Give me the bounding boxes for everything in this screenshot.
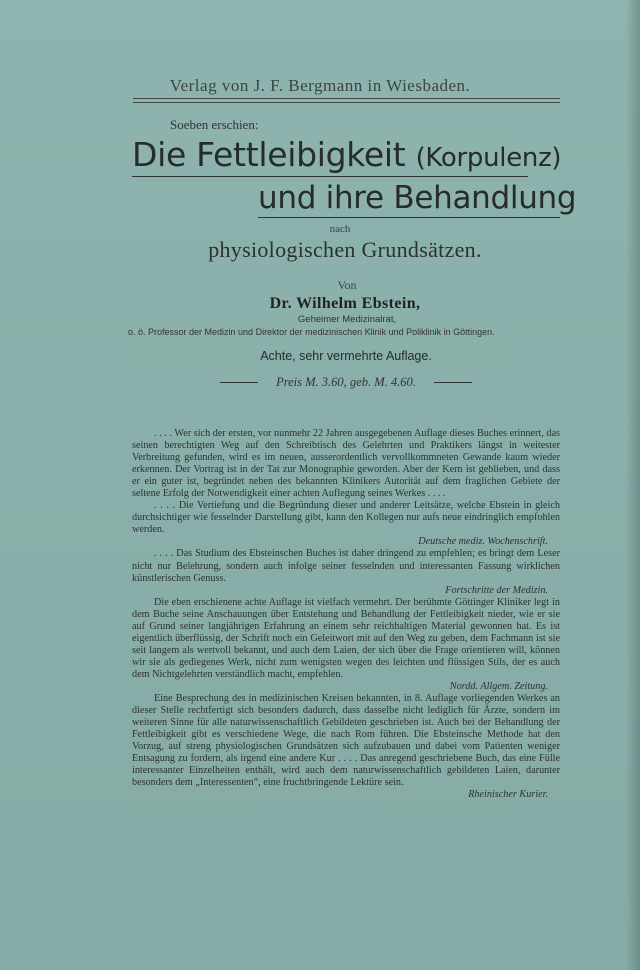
edition-note: Achte, sehr vermehrte Auflage. <box>260 349 432 363</box>
review-2-text: . . . . Das Studium des Ebsteinschen Buches ist daher dringend zu empfehlen; es bringt dem Leser nicht nur Belehrung, sondern auch infolge seiner fesselnden und interessanten Fassung wirklichen künstlerischen Genuss. <box>132 548 560 584</box>
title-paren: (Korpulenz) <box>415 143 562 173</box>
review-4-text: Eine Besprechung des in medizinischen Kreisen bekannten, in 8. Auflage vorliegenden Werkes an dieser Stelle rechtfertigt sich besonders dadurch, dass dasselbe nicht lediglich für Ärzte, sondern im weiteren Sinne für alle naturwissenschaftlich Gebildeten geschrieben ist. Auch bei der Behandlung der Fettleibigkeit gibt es verschiedene Wege, die nach Rom führen. Die Ebsteinsche Methode hat den Vorzug, auf streng physiologischen Grundsätzen sich aufzubauen und dabei vom Patienten weniger Entsagung zu fordern, als irgend eine andere Kur . . . . Das anregend geschriebene Buch, das eine Fülle interessanter Einzelheiten enthält, wird auch dem naturwissenschaftlich gebildeten Laien, darunter besonders dem „Interessenten“, eine fruchtbringende Lektüre sein. <box>132 693 560 789</box>
price-dash-left <box>220 382 258 383</box>
publisher-line: Verlag von J. F. Bergmann in Wiesbaden. <box>169 76 471 95</box>
title-line-3: physiologischen Grundsätzen. <box>208 237 482 262</box>
title-underline-1 <box>132 176 528 177</box>
price-dash-right <box>434 382 472 383</box>
price-label: Preis M. 3.60, geb. M. 4.60. <box>276 374 416 389</box>
author-position: o. ö. Professor der Medizin und Direktor der medizinischen Klinik und Poliklinik in Göttingen. <box>128 327 495 337</box>
title-line-2: und ihre Behandlung <box>258 180 577 216</box>
soeben-label: Soeben erschien: <box>170 117 259 132</box>
author-rank: Geheimer Medizinalrat, <box>297 314 397 325</box>
review-4-source: Rheinischer Kurier. <box>468 789 548 801</box>
header-rule-thin <box>133 102 560 103</box>
von-label: Von <box>337 278 357 292</box>
review-1-text-2: . . . . Die Vertiefung und die Begründung dieser und anderer Leitsätze, welche Ebstein in gleich durchsichtiger wie fesselnder Darstellung gibt, kann den Kollegen nur aufs neue eindringlich empfohlen werden. <box>132 500 560 536</box>
title-underline-2 <box>258 217 560 218</box>
review-1-source: Deutsche mediz. Wochenschrift. <box>418 536 548 548</box>
price-row <box>220 375 472 389</box>
review-3-source: Nordd. Allgem. Zeitung. <box>449 680 548 692</box>
title-nach: nach <box>329 223 351 235</box>
reviews-block <box>132 428 560 801</box>
header-rule <box>133 98 560 99</box>
review-3-text: Die eben erschienene achte Auflage ist vielfach vermehrt. Der berühmte Göttinger Kliniker legt in dem Buche seine Anschauungen über Entstehung und Behandlung der Fettleibigkeit nieder, wie er sie auf Grund seiner langjährigen Erfahrung an einem sehr reichhaltigen Material gewonnen hat. Es ist eigentlich überflüssig, der Schrift noch ein Geleitwort mit auf den Weg zu geben, dem Fachmann ist sie seit langem als wertvoll bekannt, und auch dem Laien, der sich über die Frage orientieren will, können wir sie als gediegenes Werk, nicht zum wenigsten wegen des leichten und flüssigen Stils, der es auch dem Nichtgelehrten verständlich macht, empfehlen. <box>132 596 560 680</box>
title-line-1 <box>132 135 572 174</box>
review-1-text: . . . . Wer sich der ersten, vor nunmehr 22 Jahren ausgegebenen Auflage dieses Buches erinnert, das seinen berechtigten Weg auf den Schreibtisch des Gelehrten und Praktikers längst in weitester Verbreitung gefunden, wird es im neuen, ausserordentlich vervollkommneten Gewande kaum wieder erkennen. Der Vortrag ist in der Tat zur Monographie geworden. Aber der Kern ist geblieben, und dass er ein guter ist, begründet neben des bekannten Klinikers Autorität auf dem fraglichen Gebiete der seltene Erfolg der Notwendigkeit einer achten Auflegung seines Werkes . . . . <box>132 428 560 500</box>
title-main: Die Fettleibigkeit <box>132 135 406 174</box>
page-edge-shadow <box>626 0 640 970</box>
author-name: Dr. Wilhelm Ebstein, <box>269 295 421 312</box>
review-2-source: Fortschritte der Medizin. <box>445 584 548 596</box>
